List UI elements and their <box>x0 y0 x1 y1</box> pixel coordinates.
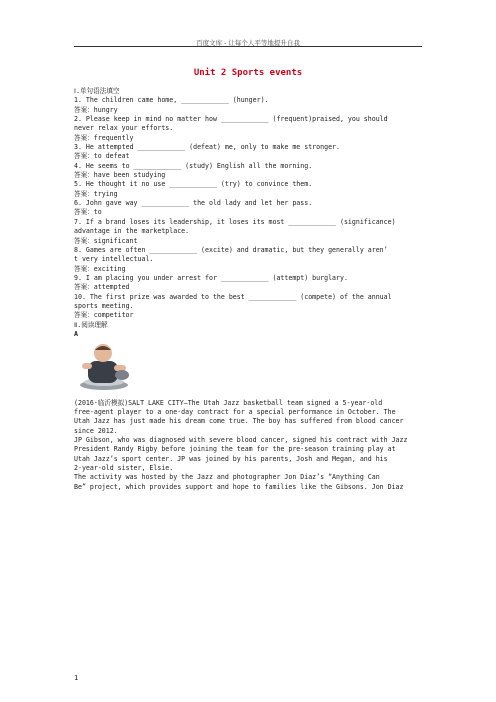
document-body <box>74 87 422 492</box>
answer-4: 答案：have been studying <box>74 171 166 180</box>
doc-title: Unit 2 Sports events <box>193 68 303 78</box>
passage-line: Be” project, which provides support and hope to families like the Gibsons. Jon Diaz <box>74 482 404 491</box>
page-header: 百度文库 - 让每个人平等地提升自我 <box>196 39 300 47</box>
answer-9: 答案：attempted <box>74 283 130 292</box>
child-photo <box>74 341 136 391</box>
section-heading-reading: Ⅱ.阅读理解 <box>74 320 108 329</box>
passage-line: since 2012. <box>74 426 118 435</box>
question-3: 3. He attempted ____________ (defeat) me, only to make me stronger. <box>74 143 340 152</box>
question-2: 2. Please keep in mind no matter how ____________ (frequent)praised, you should <box>74 115 388 124</box>
answer-5: 答案：trying <box>74 189 118 198</box>
passage-line: free-agent player to a one-day contract for a special performance in October. The <box>74 407 396 416</box>
passage-line: JP Gibson, who was diagnosed with severe blood cancer, signed his contract with Jazz <box>74 436 408 444</box>
passage-line: Utah Jazz’s sport center. JP was joined by his parents, Josh and Megan, and his <box>74 454 388 463</box>
question-7: 7. If a brand loses its leadership, it loses its most ____________ (significance) <box>74 217 396 226</box>
question-10: 10. The first prize was awarded to the best ____________ (compete) of the annual <box>74 292 392 301</box>
answer-6: 答案：to <box>74 208 102 217</box>
question-2-cont: never relax your efforts. <box>74 124 174 133</box>
section-heading-grammar: Ⅰ.单句语法填空 <box>74 87 120 95</box>
question-8-cont: t very intellectual. <box>74 255 154 264</box>
question-1: 1. The children came home, ____________ (hunger). <box>74 96 269 105</box>
answer-2: 答案：frequently <box>74 133 134 142</box>
passage-line: The activity was hosted by the Jazz and photographer Jon Diaz’s “Anything Can <box>74 473 380 482</box>
passage-line: President Randy Rigby before joining the team for the pre-season training play at <box>74 445 396 454</box>
passage-line: (2016·临沂模拟)SALT LAKE CITY—The Utah Jazz basketball team signed a 5-year-old <box>74 398 383 407</box>
answer-3: 答案：to defeat <box>74 152 130 161</box>
page-number: 1 <box>74 674 79 682</box>
header-rule <box>74 46 422 47</box>
question-8: 8. Games are often ____________ (excite) and dramatic, but they generally aren’ <box>74 245 388 254</box>
question-9: 9. I am placing you under arrest for ____________ (attempt) burglary. <box>74 273 348 282</box>
question-6: 6. John gave way ____________ the old lady and let her pass. <box>74 199 313 208</box>
question-10-cont: sports meeting. <box>74 301 134 310</box>
passage-label: A <box>74 329 78 338</box>
answer-7: 答案：significant <box>74 236 138 245</box>
passage-line: Utah Jazz has just made his dream come true. The boy has suffered from blood cancer <box>74 417 404 426</box>
question-7-cont: advantage in the marketplace. <box>74 227 190 236</box>
answer-10: 答案：competitor <box>74 311 134 320</box>
question-4: 4. He seems to ____________ (study) English all the morning. <box>74 161 313 170</box>
answer-1: 答案：hungry <box>74 105 118 114</box>
question-5: 5. He thought it no use ____________ (try) to convince them. <box>74 180 313 189</box>
passage-line: 2-year-old sister, Elsie. <box>74 464 174 473</box>
answer-8: 答案：exciting <box>74 264 126 273</box>
